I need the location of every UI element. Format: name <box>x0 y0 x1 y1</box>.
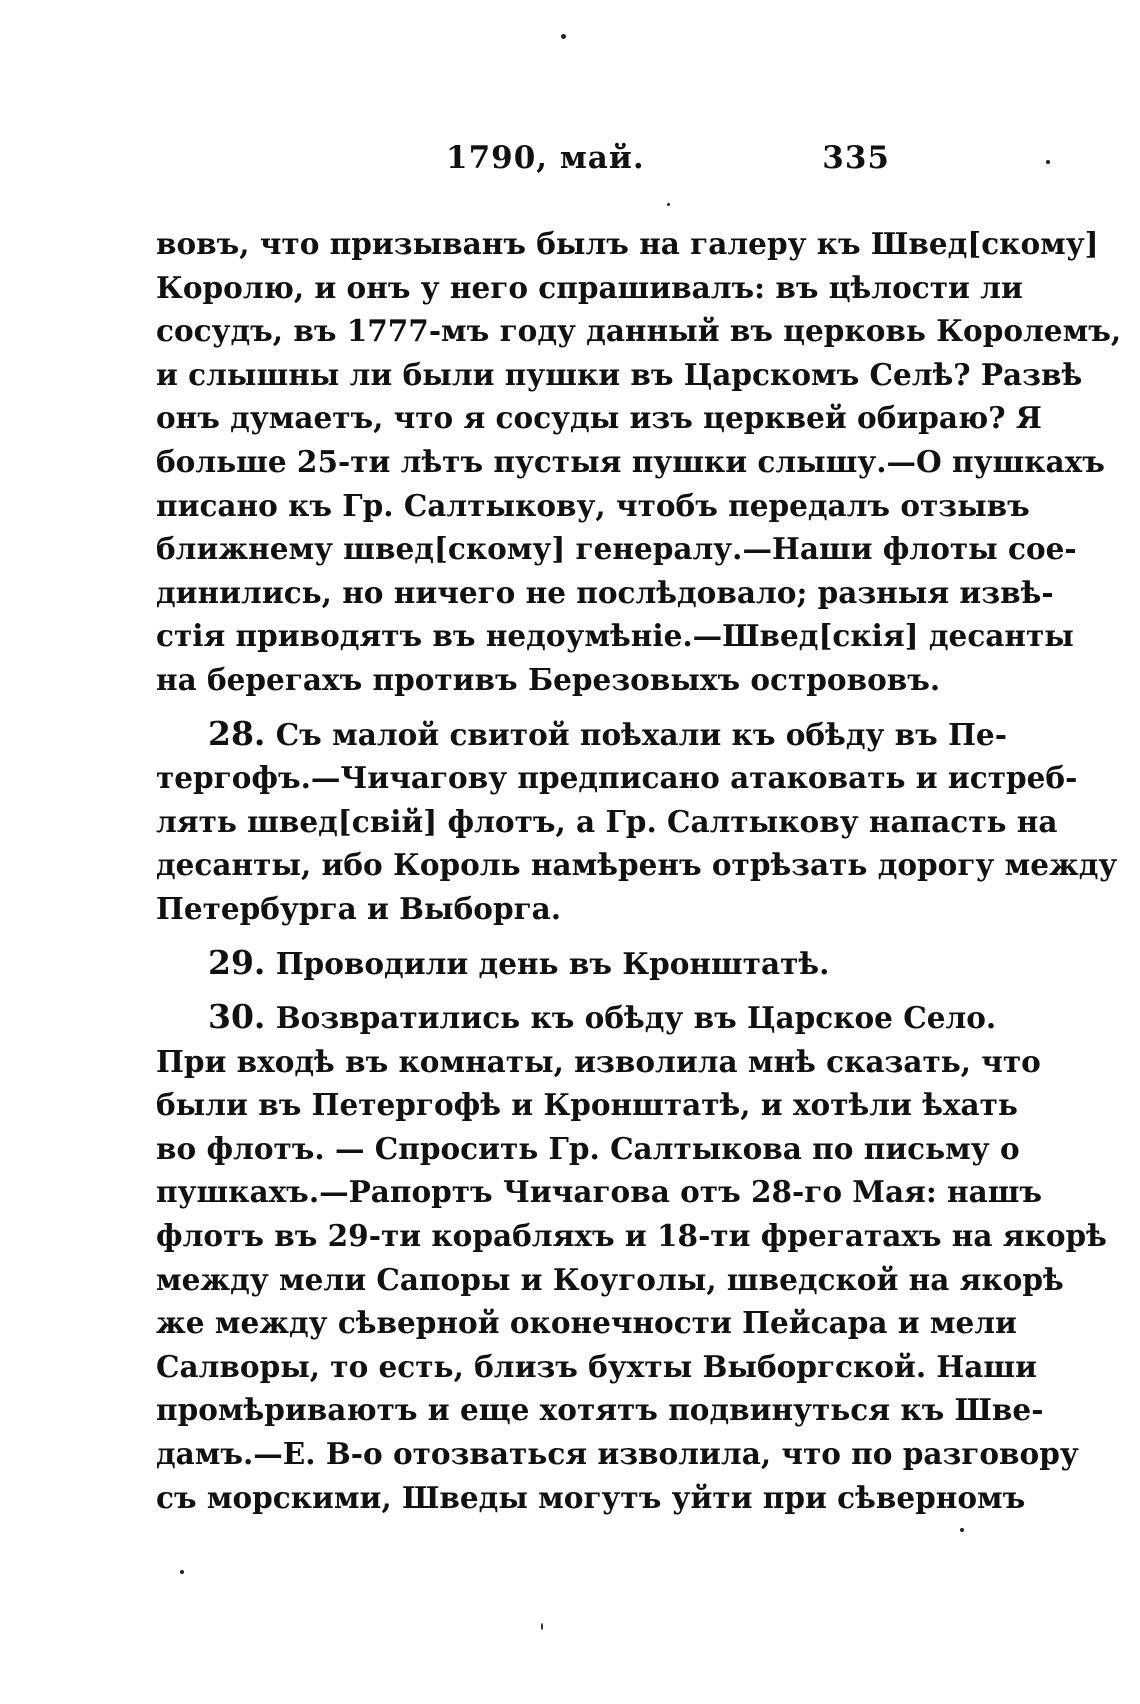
entry-29-first-line <box>156 941 890 986</box>
text-line: тергофъ.—Чичагову предписано атаковать и истреб- <box>156 760 1078 796</box>
body-text <box>156 222 1122 1519</box>
text-line: больше 25-ти лѣтъ пустыя пушки слышу.—О пушкахъ <box>156 443 1105 479</box>
text-line: десанты, ибо Король намѣренъ отрѣзать дорогу между <box>156 847 1118 883</box>
text-line: были въ Петергофѣ и Кронштатѣ, и хотѣли ѣхать <box>156 1087 1018 1123</box>
text-line: При входѣ въ комнаты, изволила мнѣ сказать, что <box>156 1043 1041 1079</box>
text-line: во флотъ. — Спросить Гр. Салтыкова по письму о <box>156 1130 1020 1166</box>
text-line: Петербурга и Выборга. <box>156 890 562 926</box>
print-speck <box>541 1623 543 1630</box>
text-line: дамъ.—Е. В-о отозваться изволила, что по разговору <box>156 1436 1079 1472</box>
entry-29-text: Проводили день въ Кронштатѣ. <box>275 945 830 981</box>
day-number-30: 30. <box>208 997 266 1037</box>
text-line: лять швед[свій] флотъ, а Гр. Салтыкову напасть на <box>156 803 1058 839</box>
text-line: же между сѣверной оконечности Пейсара и мели <box>156 1305 1017 1341</box>
entry-28-text: Съ малой свитой поѣхали къ обѣду въ Пе- <box>275 716 1007 752</box>
text-line: вовъ, что призыванъ былъ на галеру къ Швед[скому] <box>156 226 1099 261</box>
text-line: съ морскими, Шведы могутъ уйти при сѣверномъ <box>156 1479 1026 1515</box>
text-line: и слышны ли были пушки въ Царскомъ Селѣ? Развѣ <box>156 356 1083 392</box>
paragraph-gap <box>156 931 890 941</box>
text-line: на берегахъ противъ Березовыхъ острововъ. <box>156 661 941 697</box>
print-speck <box>667 203 670 206</box>
day-number-28: 28. <box>208 713 266 753</box>
running-header <box>156 140 890 190</box>
entry-30-text: Возвратились къ обѣду въ Царское Село. <box>275 1000 997 1036</box>
text-line: сосудъ, въ 1777-мъ году данный въ церковь Королемъ, <box>156 313 1122 349</box>
text-line: писано къ Гр. Салтыкову, чтобъ передалъ отзывъ <box>156 487 1030 523</box>
entry-28-first-line <box>156 712 1007 757</box>
text-line: между мели Сапоры и Коуголы, шведской на якорѣ <box>156 1261 1064 1297</box>
paragraph-gap <box>156 702 890 712</box>
print-speck <box>1046 160 1050 164</box>
print-speck <box>561 34 566 39</box>
text-line: динились, но ничего не послѣдовало; разныя извѣ- <box>156 574 1054 610</box>
paragraph-gap <box>156 985 890 995</box>
page-number: 335 <box>822 140 890 176</box>
text-line: Королю, и онъ у него спрашивалъ: въ цѣлости ли <box>156 269 1023 305</box>
text-line: флотъ въ 29-ти корабляхъ и 18-ти фрегатахъ на якорѣ <box>156 1218 1107 1254</box>
text-line: промѣриваютъ и еще хотятъ подвинуться къ Шве- <box>156 1392 1044 1428</box>
text-line: пушкахъ.—Рапортъ Чичагова отъ 28-го Мая: нашъ <box>156 1174 1043 1210</box>
text-line: Салворы, то есть, близъ бухты Выборгской. Наши <box>156 1348 1037 1384</box>
text-line: онъ думаетъ, что я сосуды изъ церквей обираю? Я <box>156 400 1042 436</box>
text-line: стія приводятъ въ недоумѣніе.—Швед[скія] десанты <box>156 618 1074 654</box>
day-number-29: 29. <box>208 942 266 982</box>
print-speck <box>960 1528 964 1532</box>
print-speck <box>180 1570 184 1574</box>
header-title: 1790, май. <box>446 140 645 176</box>
entry-30-first-line <box>156 995 997 1040</box>
text-line: ближнему швед[скому] генералу.—Наши флоты сое- <box>156 531 1077 567</box>
